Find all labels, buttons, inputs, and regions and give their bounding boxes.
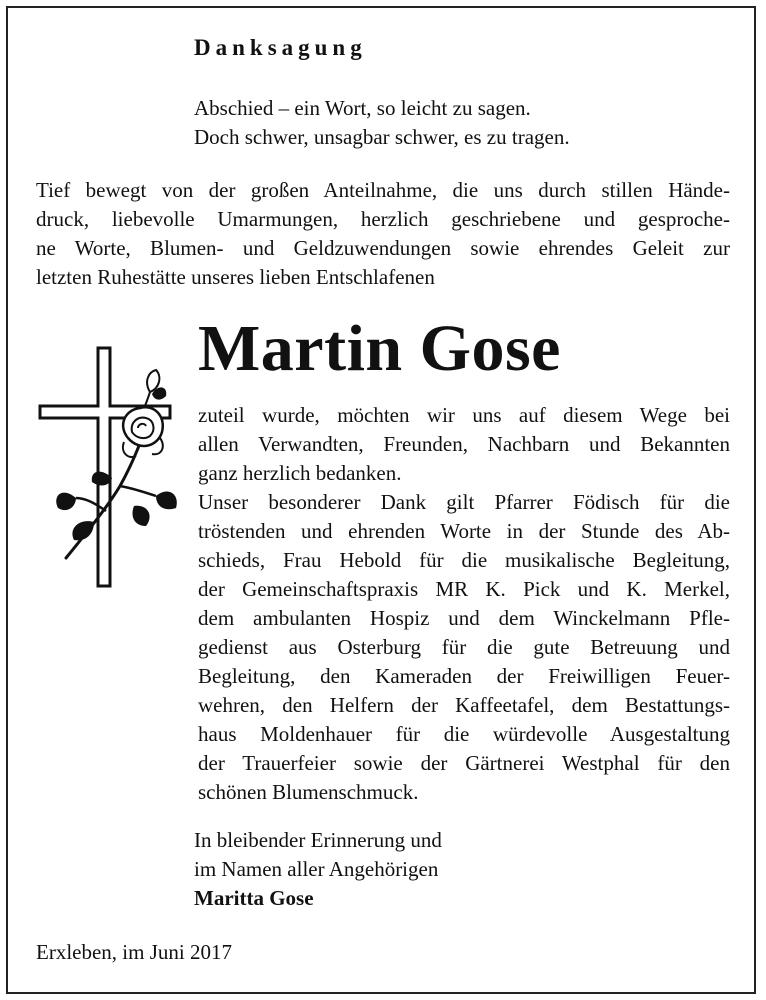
thanks-line: gedienst aus Osterburg für die gute Betreuung und (198, 635, 730, 659)
thanks-line: dem ambulanten Hospiz und dem Winckelmann Pfle- (198, 606, 730, 630)
obituary-card (6, 6, 756, 994)
thanks-line: tröstenden und ehrenden Worte in der Stunde des Ab- (198, 519, 730, 543)
thanks-line: allen Verwandten, Freunden, Nachbarn und Bekannten (198, 432, 730, 456)
thanks-line: ganz herzlich bedanken. (198, 461, 402, 485)
signature: Maritta Gose (194, 886, 314, 910)
closing-line: In bleibender Erinnerung und (194, 828, 442, 852)
thanks-line: zuteil wurde, möchten wir uns auf diesem Wege bei (198, 403, 730, 427)
thanks-line: haus Moldenhauer für die würdevolle Ausgestaltung (198, 722, 730, 746)
poem-line: Doch schwer, unsagbar schwer, es zu tragen. (194, 125, 570, 149)
intro-line: letzten Ruhestätte unseres lieben Entschlafenen (36, 265, 435, 289)
intro-line: druck, liebevolle Umarmungen, herzlich geschriebene und gesproche- (36, 207, 730, 231)
poem (194, 94, 570, 152)
thanks-line: schönen Blumenschmuck. (198, 780, 419, 804)
intro-paragraph (36, 176, 730, 292)
place-date: Erxleben, im Juni 2017 (36, 940, 232, 964)
thanks-line: der Trauerfeier sowie der Gärtnerei Westphal für den (198, 751, 730, 775)
thanks-line: schieds, Frau Hebold für die musikalische Begleitung, (198, 548, 730, 572)
deceased-name: Martin Gose (198, 312, 561, 385)
thanks-line: der Gemeinschaftspraxis MR K. Pick und K. Merkel, (198, 577, 730, 601)
thanks-paragraph (198, 401, 730, 807)
cross-with-rose-icon (36, 346, 186, 591)
heading: Danksagung (194, 35, 367, 60)
thanks-line: Begleitung, den Kameraden der Freiwilligen Feuer- (198, 664, 730, 688)
intro-line: Tief bewegt von der großen Anteilnahme, die uns durch stillen Hände- (36, 178, 730, 202)
thanks-line: wehren, den Helfern der Kaffeetafel, dem Bestattungs- (198, 693, 730, 717)
intro-line: ne Worte, Blumen- und Geldzuwendungen sowie ehrendes Geleit zur (36, 236, 730, 260)
poem-line: Abschied – ein Wort, so leicht zu sagen. (194, 96, 531, 120)
closing (194, 826, 442, 913)
closing-line: im Namen aller Angehörigen (194, 857, 439, 881)
thanks-line: Unser besonderer Dank gilt Pfarrer Födisch für die (198, 490, 730, 514)
